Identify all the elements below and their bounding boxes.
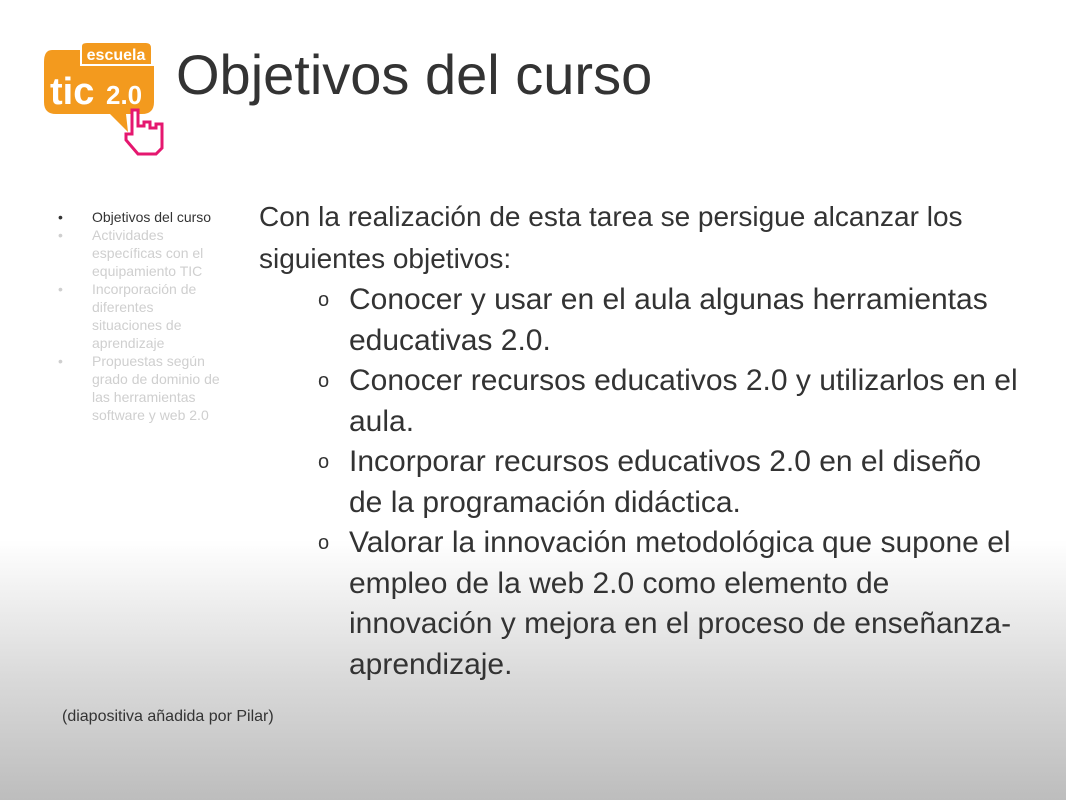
bullet-icon: • [58,353,63,369]
bullet-icon: • [58,227,63,243]
circle-bullet-icon: o [318,289,330,311]
outline-item[interactable] [58,352,226,424]
objective-text: Incorporar recursos educativos 2.0 en el diseño de la programación didáctica. [349,445,982,519]
outline-item-label: Actividades específicas con el equipamiento TIC [92,227,204,279]
footer-note: (diapositiva añadida por Pilar) [62,708,274,725]
objective-item [259,442,1019,523]
circle-bullet-icon: o [318,451,330,473]
hand-cursor-icon [126,110,162,154]
outline-item[interactable] [58,280,226,352]
slide-outline-sidebar [58,208,226,424]
slide-body [259,196,1019,685]
intro-text: Con la realización de esta tarea se persigue alcanzar los siguientes objetivos: [259,201,963,274]
objective-item [259,361,1019,442]
outline-item-label: Propuestas según grado de dominio de las herramientas software y web 2.0 [92,353,220,423]
objective-text: Conocer y usar en el aula algunas herramientas educativas 2.0. [349,283,988,357]
objectives-list [259,280,1019,685]
objective-text: Valorar la innovación metodológica que supone el empleo de la web 2.0 como elemento de innovación y mejora en el proceso de enseñanza-aprendizaje. [349,526,1012,681]
logo-tic-text: tic [50,71,95,113]
outline-item-label: Objetivos del curso [92,209,212,225]
logo-escuela-text: escuela [86,47,146,64]
outline-item[interactable] [58,226,226,280]
slide-title: Objetivos del curso [176,43,653,106]
bullet-icon: • [58,209,63,225]
escuela-tic-logo [40,40,175,160]
objective-item [259,280,1019,361]
circle-bullet-icon: o [318,370,330,392]
bullet-icon: • [58,281,63,297]
outline-item-label: Incorporación de diferentes situaciones de aprendizaje [92,281,197,351]
logo-version-text: 2.0 [106,80,143,110]
circle-bullet-icon: o [318,532,330,554]
objective-item [259,523,1019,685]
outline-item[interactable] [58,208,226,226]
objective-text: Conocer recursos educativos 2.0 y utilizarlos en el aula. [349,364,1018,438]
